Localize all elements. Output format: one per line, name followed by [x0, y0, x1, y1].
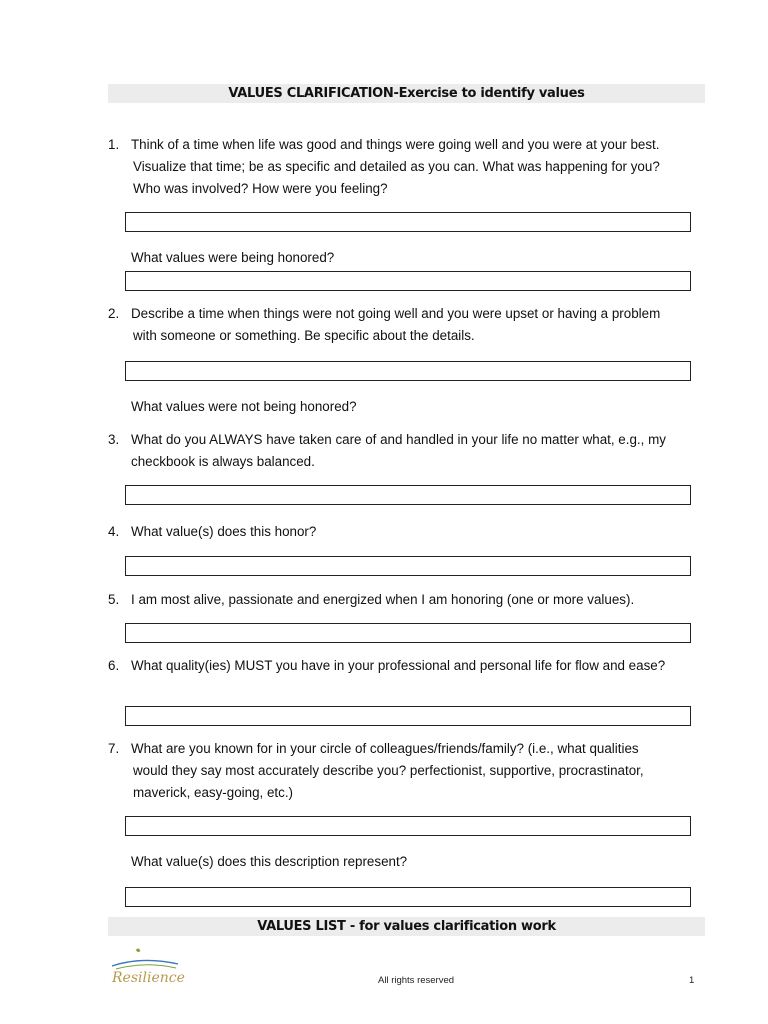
values-list-title: VALUES LIST - for values clarification work	[108, 917, 705, 936]
page-number: 1	[689, 975, 695, 986]
question-6	[108, 655, 698, 677]
subprompt-values-honored: What values were being honored?	[131, 250, 335, 265]
question-number: 2.	[108, 306, 120, 321]
question-number: 1.	[108, 137, 120, 152]
question-number: 5.	[108, 592, 120, 607]
question-3	[108, 429, 698, 473]
question-7	[108, 738, 698, 804]
copyright-text: All rights reserved	[378, 975, 455, 986]
question-text: I am most alive, passionate and energized when I am honoring (one or more values).	[131, 592, 635, 607]
page-title: VALUES CLARIFICATION-Exercise to identify values	[108, 84, 705, 103]
question-text: What do you ALWAYS have taken care of and handled in your life no matter what, e.g., my	[131, 432, 666, 447]
answer-field-1-values[interactable]	[125, 271, 691, 291]
question-text: What quality(ies) MUST you have in your professional and personal life for flow and ease?	[131, 658, 666, 673]
question-1	[108, 134, 698, 200]
subprompt-description-values: What value(s) does this description represent?	[131, 854, 408, 869]
resilience-logo	[108, 946, 188, 986]
answer-field-4[interactable]	[125, 556, 691, 576]
question-text: What value(s) does this honor?	[131, 524, 317, 539]
question-text: Think of a time when life was good and things were going well and you were at your best.	[131, 137, 660, 152]
answer-field-6[interactable]	[125, 706, 691, 726]
question-text: Visualize that time; be as specific and detailed as you can. What was happening for you?	[133, 159, 660, 174]
answer-field-5[interactable]	[125, 623, 691, 643]
answer-field-2[interactable]	[125, 361, 691, 381]
question-text: Who was involved? How were you feeling?	[133, 181, 388, 196]
question-text: What are you known for in your circle of colleagues/friends/family? (i.e., what qualities	[131, 741, 639, 756]
answer-field-7[interactable]	[125, 816, 691, 836]
answer-field-3[interactable]	[125, 485, 691, 505]
question-text: would they say most accurately describe you? perfectionist, supportive, procrastinator,	[133, 763, 644, 778]
answer-field-1[interactable]	[125, 212, 691, 232]
question-number: 6.	[108, 658, 120, 673]
logo-wordmark: Resilience	[112, 970, 185, 986]
question-number: 3.	[108, 432, 120, 447]
question-4	[108, 521, 698, 543]
question-text: with someone or something. Be specific about the details.	[133, 328, 475, 343]
question-text: Describe a time when things were not going well and you were upset or having a problem	[131, 306, 661, 321]
question-2	[108, 303, 698, 347]
question-number: 7.	[108, 741, 120, 756]
question-5	[108, 589, 698, 611]
subprompt-values-not-honored: What values were not being honored?	[131, 399, 357, 414]
question-text: checkbook is always balanced.	[131, 454, 315, 469]
answer-field-7-values[interactable]	[125, 887, 691, 907]
question-text: maverick, easy-going, etc.)	[133, 785, 294, 800]
question-number: 4.	[108, 524, 120, 539]
